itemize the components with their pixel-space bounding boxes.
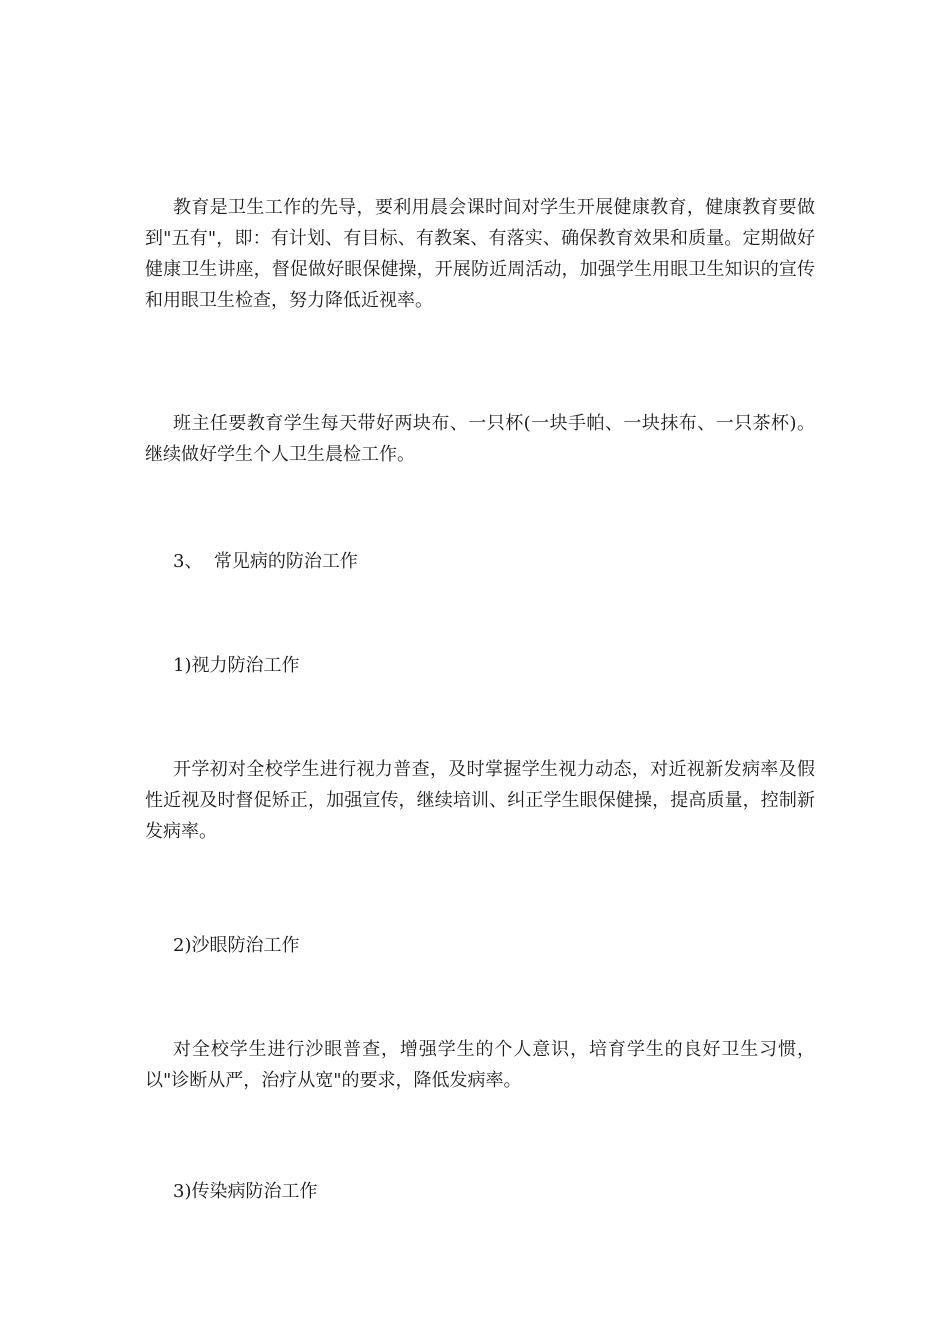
subheading-trachoma: 2)沙眼防治工作 bbox=[173, 935, 300, 956]
paragraph-trachoma-work: 对全校学生进行沙眼普查，增强学生的个人意识，培育学生的良好卫生习惯，以"诊断从严，治疗从宽"的要求，降低发病率。 bbox=[145, 1039, 815, 1091]
subheading-vision: 1)视力防治工作 bbox=[173, 655, 300, 676]
paragraph-health-education: 教育是卫生工作的先导，要利用晨会课时间对学生开展健康教育，健康教育要做到"五有"，即：有计划、有目标、有教案、有落实、确保教育效果和质量。定期做好健康卫生讲座，督促做好眼保健操，开展防近周活动，加强学生用眼卫生知识的宣传和用眼卫生检查，努力降低近视率。 bbox=[145, 197, 815, 311]
section-heading-common-diseases: 3、 常见病的防治工作 bbox=[173, 551, 358, 572]
paragraph-vision-work: 开学初对全校学生进行视力普查，及时掌握学生视力动态，对近视新发病率及假性近视及时督促矫正，加强宣传，继续培训、纠正学生眼保健操，提高质量，控制新发病率。 bbox=[145, 759, 815, 842]
paragraph-hygiene-items: 班主任要教育学生每天带好两块布、一只杯(一块手帕、一块抹布、一只茶杯)。继续做好学生个人卫生晨检工作。 bbox=[145, 413, 815, 465]
subheading-infectious-disease: 3)传染病防治工作 bbox=[173, 1181, 318, 1202]
